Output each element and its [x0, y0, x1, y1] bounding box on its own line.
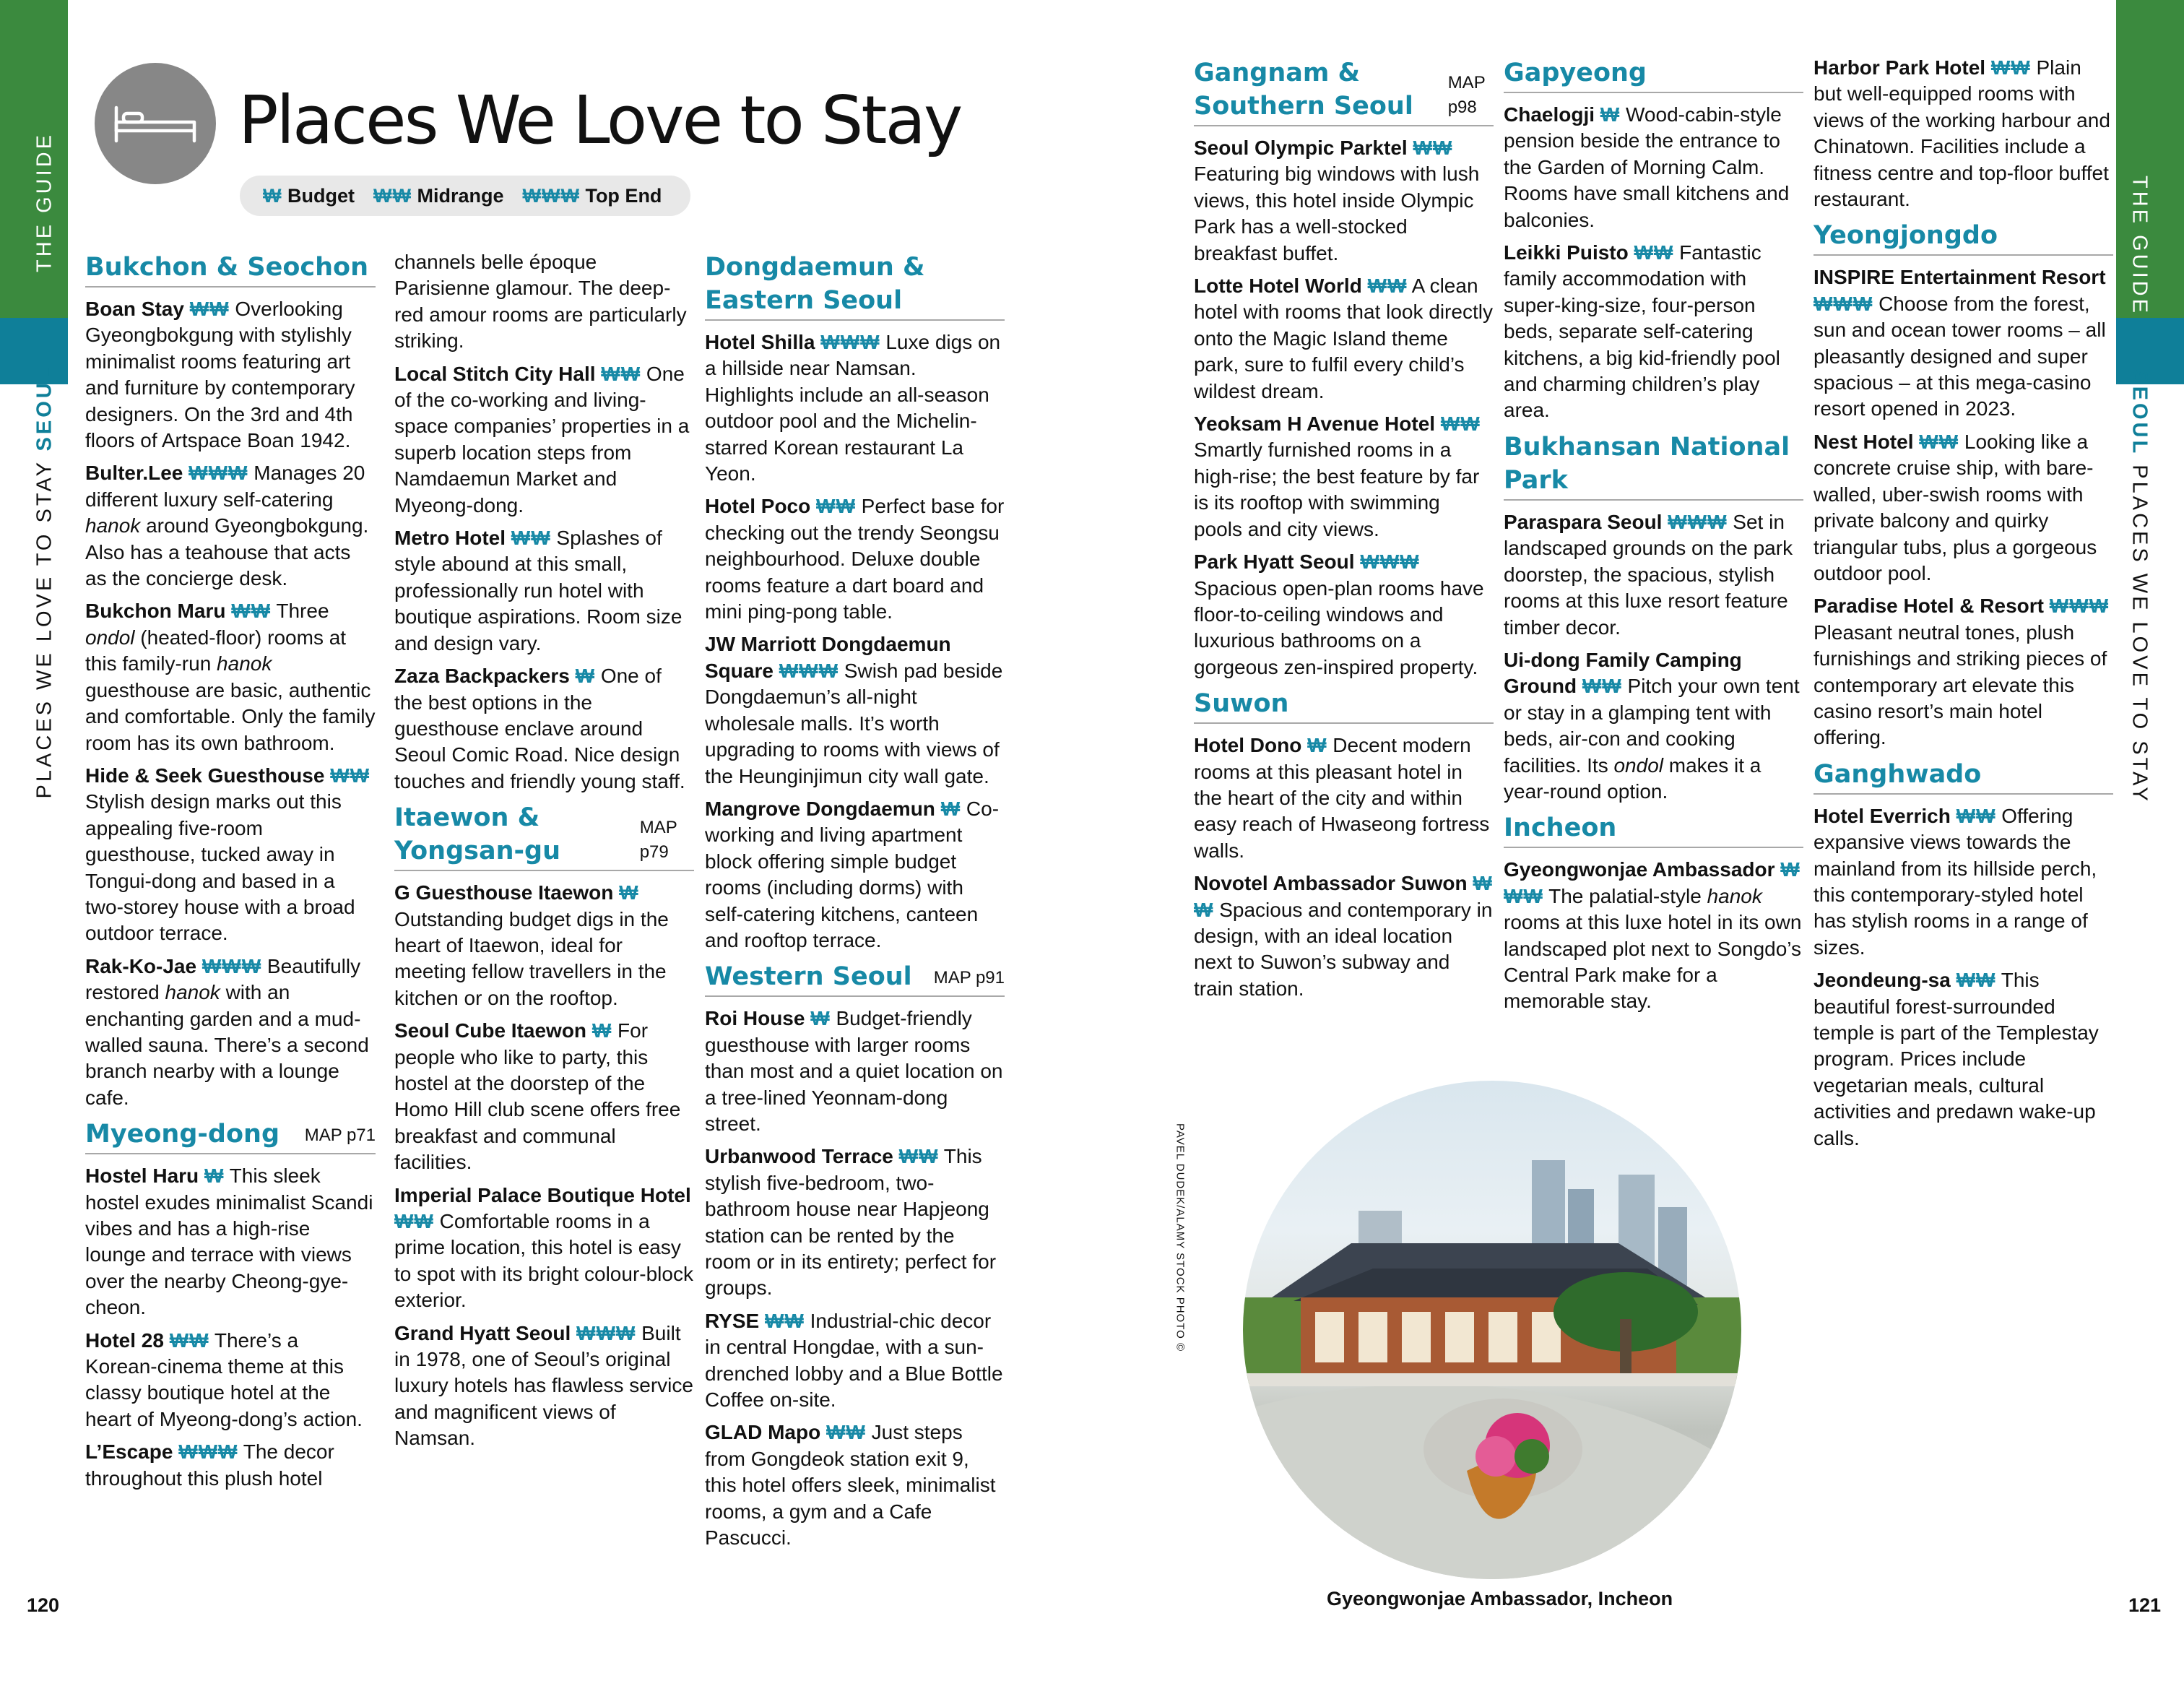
midrange-label: Midrange [417, 184, 504, 207]
listing-text: This sleek hostel exudes minimalist Scandi vibes and has a high-rise lounge and terrace with views over the nearby Cheong-gye-cheon. [85, 1164, 373, 1319]
listing-text: Budget-friendly guesthouse with larger rooms than most and a quiet location on a tree-lined Yeonnam-dong street. [705, 1007, 1003, 1135]
listing-text: Built in 1978, one of Seoul’s original luxury hotels has flawless service and magnificent views of Namsan. [394, 1321, 693, 1450]
listing-entry [1504, 102, 1803, 233]
italic-term: ondol [85, 626, 135, 649]
listing-entry [1194, 273, 1494, 405]
listing-name: Rak-Ko-Jae [85, 954, 197, 977]
listing-text: The decor throughout this plush hotel [85, 1440, 334, 1490]
hotel-photo [1243, 1081, 1741, 1579]
listing-entry [705, 631, 1005, 789]
listing-entry [1504, 857, 1803, 1014]
column-4 [1194, 55, 1494, 1008]
listing-entry [85, 1328, 376, 1433]
section-title: Itaewon & Yongsan-gu [394, 803, 561, 866]
bed-icon [95, 63, 216, 184]
listing-entry [1814, 967, 2113, 1151]
right-section-label: SEOUL PLACES WE LOVE TO STAY [2128, 369, 2152, 804]
listing-entry [705, 329, 1005, 487]
listing-entry [85, 1439, 376, 1492]
listing-name: Metro Hotel [394, 527, 506, 550]
listing-entry [1504, 647, 1803, 805]
listing-entry [705, 1144, 1005, 1301]
listing-text: Spacious open-plan rooms have floor-to-ceiling windows and luxurious bathrooms on a gorgeous zen-inspired property. [1194, 576, 1484, 678]
column-6 [1814, 55, 2113, 1158]
listing-name: Hotel 28 [85, 1328, 164, 1352]
price-symbol: ₩₩ [898, 1145, 939, 1168]
price-symbol: ₩₩ [231, 600, 272, 623]
listing-name: G Guesthouse Itaewon [394, 881, 614, 904]
section-title: Ganghwado [1814, 759, 1982, 789]
listing-text: Offering expansive views towards the mainland from its hillside perch, this contemporary-styled hotel has stylish rooms in a range of sizes. [1814, 804, 2097, 959]
listing-text: with an enchanting garden and a mud-walled sauna. There’s a second branch nearby with a lounge cafe. [85, 981, 369, 1109]
midrange-symbol: ₩₩ [373, 184, 412, 207]
listing-name: INSPIRE Entertainment Resort [1814, 266, 2106, 289]
column-1 [85, 249, 376, 1498]
listing-text: guesthouse are basic, authentic and comfortable. Only the family room has its own bathroom. [85, 678, 376, 754]
top-end-symbol: ₩₩₩ [522, 184, 580, 207]
listing-text: Set in landscaped grounds on the park doorstep, the spacious, stylish rooms at this luxe resort feature timber decor. [1504, 510, 1793, 639]
listing-name: Roi House [705, 1007, 805, 1030]
listing-text: Looking like a concrete cruise ship, with bare-walled, uber-swish rooms with private balcony and quirky triangular tubs, plus a gorgeous outdoor pool. [1814, 430, 2097, 584]
price-symbol: ₩₩₩ [576, 1321, 636, 1344]
listing-text: Pleasant neutral tones, plush furnishings and striking pieces of contemporary art elevate this casino resort’s main hotel offering. [1814, 621, 2107, 749]
section-heading [1194, 687, 1494, 724]
section-title: Myeong-dong [85, 1120, 280, 1149]
listing-name: Chaelogji [1504, 103, 1595, 126]
italic-term: hanok [1707, 884, 1762, 907]
price-symbol: ₩₩ [1582, 675, 1622, 698]
listing-name: RYSE [705, 1309, 760, 1332]
listing-name: GLAD Mapo [705, 1421, 821, 1444]
page-title: Places We Love to Stay [238, 82, 961, 159]
listing-entry [705, 1006, 1005, 1137]
photo-credit: PAVEL DUDEK/ALAMY STOCK PHOTO © [1174, 1123, 1187, 1352]
price-symbol: ₩₩₩ [1814, 292, 1873, 315]
left-guide-label: THE GUIDE [32, 132, 56, 272]
listing-name: Boan Stay [85, 298, 184, 320]
listing-entry [1814, 803, 2113, 961]
listing-text: There’s a Korean-cinema theme at this classy boutique hotel at the heart of Myeong-dong’s action. [85, 1328, 363, 1430]
listing-name: Paraspara Seoul [1504, 510, 1663, 533]
listing-name: Hotel Poco [705, 495, 811, 518]
listing-text: Just steps from Gongdeok station exit 9, this hotel offers sleek, minimalist rooms, a gym and a Cafe Pascucci. [705, 1421, 996, 1550]
listing-text: Manages 20 different luxury self-catering [85, 462, 365, 511]
listing-name: Seoul Olympic Parktel [1194, 137, 1408, 159]
section-heading [394, 801, 694, 871]
listing-name: Hide & Seek Guesthouse [85, 764, 325, 787]
price-symbol: ₩₩ [601, 362, 641, 385]
price-symbol: ₩₩₩ [1360, 550, 1420, 574]
listing-text: Smartly furnished rooms in a high-rise; the best feature by far is its rooftop with swimming pools and city views. [1194, 438, 1480, 540]
price-symbol: ₩ [940, 797, 961, 820]
listing-name: Paradise Hotel & Resort [1814, 595, 2044, 618]
listing-text: Spacious and contemporary in design, with an ideal location next to Suwon’s subway and train station. [1194, 898, 1493, 1000]
top-end-label: Top End [585, 184, 662, 207]
section-heading [1814, 758, 2113, 795]
section-title: Bukchon & Seochon [85, 253, 369, 282]
listing-text: This beautiful forest-surrounded temple is part of the Templestay program. Prices include vegetarian meals, cultural activities and predawn wake-up calls. [1814, 969, 2099, 1149]
section-title: Suwon [1194, 689, 1289, 719]
listing-text: Fantastic family accommodation with super-king-size, four-person beds, separate self-catering kitchens, a big kid-friendly pool and charming children’s play area. [1504, 241, 1780, 422]
left-section-label: PLACES WE LOVE TO STAY SEOUL [32, 364, 56, 799]
listing-name: Seoul Cube Itaewon [394, 1019, 587, 1042]
listing-name: Grand Hyatt Seoul [394, 1321, 571, 1344]
listing-text: Luxe digs on a hillside near Namsan. Highlights include an all-season outdoor pool and the Michelin-starred Korean restaurant La Yeon. [705, 331, 1001, 485]
italic-term: ondol [1613, 753, 1663, 777]
listing-text: Co-working and living apartment block offering simple budget rooms (including dorms) with self-catering kitchens, canteen and rooftop terrace. [705, 797, 1000, 951]
listing-name: Hotel Everrich [1814, 804, 1951, 827]
listing-entry [1504, 509, 1803, 641]
price-symbol: ₩₩ [1194, 872, 1493, 921]
listing-name: Hotel Shilla [705, 331, 815, 353]
listing-text: This stylish five-bedroom, two-bathroom house near Hapjeong station can be rented by the room or in its entirety; perfect for groups. [705, 1145, 997, 1300]
section-title: Yeongjongdo [1814, 221, 1998, 251]
listing-name: Hotel Dono [1194, 734, 1302, 757]
listing-text: Pitch your own tent or stay in a glamping tent with beds, air-con and cooking facilities. Its [1504, 675, 1800, 777]
listing-name: Mangrove Dongdaemun [705, 797, 935, 820]
listing-text: Featuring big windows with lush views, this hotel inside Olympic Park has a well-stocked breakfast buffet. [1194, 163, 1480, 264]
listing-text: The palatial-style [1543, 884, 1707, 907]
listing-text: For people who like to party, this hostel at the doorstep of the Homo Hill club scene offers free breakfast and communal facilities. [394, 1019, 681, 1174]
listing-text: One of the co-working and living-space companies’ properties in a superb location steps from Namdaemun Market and Myeong-dong. [394, 362, 690, 517]
listing-text: around Gyeongbokgung. Also has a teahouse that acts as the concierge desk. [85, 514, 369, 590]
price-symbol: ₩₩ [169, 1328, 209, 1352]
listing-text: Three [271, 600, 329, 623]
listing-entry [85, 460, 376, 592]
listing-entry [394, 1018, 694, 1175]
price-symbol: ₩₩₩ [178, 1440, 238, 1464]
listing-name: Lotte Hotel World [1194, 275, 1362, 298]
section-heading [1194, 56, 1494, 126]
listing-entry [394, 1321, 694, 1452]
italic-term: hanok [85, 514, 141, 537]
listing-entry [1194, 135, 1494, 267]
price-symbol: ₩₩ [1413, 137, 1453, 159]
listing-text: A clean hotel with rooms that look directly onto the Magic Island theme park, sure to fulfil every child’s wildest dream. [1194, 275, 1493, 402]
listing-text: Swish pad beside Dongdaemun’s all-night wholesale malls. It’s worth upgrading to rooms with views of the Heunginjimun city wall gate. [705, 659, 1003, 787]
page-number-left: 120 [27, 1594, 60, 1616]
section-heading [1504, 431, 1803, 501]
listing-entry [85, 296, 376, 454]
listing-text: rooms at this luxe hotel in its own landscaped plot next to Songdo’s Central Park make for a memorable stay. [1504, 911, 1802, 1013]
listing-name: Novotel Ambassador Suwon [1194, 872, 1468, 895]
listing-name: Urbanwood Terrace [705, 1145, 893, 1168]
listing-text: One of the best options in the guesthouse enclave around Seoul Comic Road. Nice design touches and friendly young staff. [394, 665, 685, 792]
listing-name: Imperial Palace Boutique Hotel [394, 1183, 691, 1206]
listing-text: Comfortable rooms in a prime location, this hotel is easy to spot with its bright colour-block exterior. [394, 1210, 693, 1312]
budget-symbol: ₩ [263, 184, 282, 207]
listing-name: Bulter.Lee [85, 462, 183, 485]
price-symbol: ₩₩ [816, 495, 856, 518]
price-symbol: ₩₩ [394, 1210, 434, 1232]
price-symbol: ₩₩₩ [1668, 510, 1728, 533]
price-symbol: ₩₩₩ [1504, 858, 1800, 907]
price-symbol: ₩ [575, 665, 596, 688]
listing-text: Plain but well-equipped rooms with views of the working harbour and Chinatown. Facilities include a fitness centre and top-floor buffet restaurant. [1814, 56, 2110, 211]
listing-entry [85, 1163, 376, 1321]
listing-text: Outstanding budget digs in the heart of Itaewon, ideal for meeting fellow travellers in the kitchen or on the rooftop. [394, 907, 669, 1009]
price-symbol: ₩₩ [1990, 56, 2031, 79]
section-heading [1504, 56, 1803, 93]
section-heading [1814, 219, 2113, 256]
listing-text: (heated-floor) rooms at this family-run [85, 626, 347, 675]
listing-name: Park Hyatt Seoul [1194, 550, 1355, 574]
listing-entry [394, 663, 694, 795]
listing-entry [1504, 240, 1803, 424]
price-symbol: ₩₩ [1956, 969, 1996, 992]
price-symbol: ₩₩ [1440, 412, 1481, 436]
price-symbol: ₩₩₩ [202, 954, 262, 977]
listing-name: JW Marriott Dongdaemun Square [705, 633, 951, 682]
price-symbol: ₩₩₩ [188, 462, 248, 485]
listing-entry [1814, 55, 2113, 212]
listing-entry [394, 880, 694, 1011]
section-title: Dongdaemun & Eastern Seoul [705, 253, 925, 315]
price-symbol: ₩ [810, 1007, 831, 1030]
price-symbol: ₩₩ [189, 298, 230, 320]
map-reference: MAP p79 [639, 818, 677, 863]
listing-entry [705, 493, 1005, 625]
listing-name: Gyeongwonjae Ambassador [1504, 858, 1775, 881]
listing-text: Beautifully restored [85, 954, 361, 1004]
listing-text: channels belle époque Parisienne glamour. The deep-red amour rooms are particularly striking. [394, 251, 687, 353]
section-title: Gapyeong [1504, 59, 1647, 87]
price-symbol: ₩₩ [1367, 275, 1408, 298]
map-reference: MAP p98 [1447, 73, 1486, 117]
price-symbol: ₩₩₩ [820, 331, 880, 353]
map-reference: MAP p71 [304, 1125, 376, 1146]
listing-text: Wood-cabin-style pension beside the entrance to the Garden of Morning Calm. Rooms have small kitchens and balconies. [1504, 103, 1790, 231]
section-heading [1504, 811, 1803, 848]
price-symbol: ₩₩₩ [2049, 595, 2110, 618]
listing-entry [85, 763, 376, 947]
price-symbol: ₩ [204, 1164, 225, 1188]
budget-label: Budget [287, 184, 355, 207]
listing-entry [1194, 870, 1494, 1002]
listing-entry [1194, 411, 1494, 543]
listing-name: Bukchon Maru [85, 600, 226, 623]
listing-name: Ui-dong Family Camping Ground [1504, 648, 1742, 698]
price-symbol: ₩ [1307, 734, 1327, 757]
section-title: Western Seoul [705, 962, 912, 992]
listing-name: L’Escape [85, 1440, 173, 1464]
price-symbol: ₩₩ [1956, 804, 1996, 827]
section-title: Gangnam & Southern Seoul [1194, 59, 1413, 121]
listing-name: Zaza Backpackers [394, 665, 570, 688]
listing-name: Hostel Haru [85, 1164, 199, 1188]
map-reference: MAP p91 [933, 968, 1005, 988]
listing-text: Decent modern rooms at this pleasant hotel in the heart of the city and within easy reach of Hwaseong fortress walls. [1194, 734, 1490, 862]
listing-entry [1814, 429, 2113, 587]
section-heading [85, 1118, 376, 1154]
listing-entry [1814, 593, 2113, 751]
listing-continuation [394, 249, 694, 355]
section-title: Incheon [1504, 813, 1617, 843]
listing-text: Industrial-chic decor in central Hongdae, with a sun-drenched lobby and a Blue Bottle Coffee on-site. [705, 1309, 1003, 1412]
listing-entry [394, 1183, 694, 1314]
listing-text: Stylish design marks out this appealing five-room guesthouse, tucked away in Tongui-dong and based in a two-storey house with a broad outdoor terrace. [85, 790, 355, 945]
price-symbol: ₩₩ [1634, 241, 1674, 264]
listing-name: Harbor Park Hotel [1814, 56, 1986, 79]
listing-text: Overlooking Gyeongbokgung with stylishly minimalist rooms featuring art and furniture by contemporary designers. On the 3rd and 4th floors of Artspace Boan 1942. [85, 298, 355, 452]
listing-entry [705, 1419, 1005, 1551]
listing-entry [705, 796, 1005, 954]
listing-entry [705, 1308, 1005, 1414]
section-heading [705, 251, 1005, 321]
price-symbol: ₩ [592, 1019, 612, 1042]
listing-entry [85, 598, 376, 756]
price-symbol: ₩₩ [765, 1309, 805, 1332]
section-title: Bukhansan National Park [1504, 432, 1790, 495]
listing-entry [85, 954, 376, 1111]
photo-caption: Gyeongwonjae Ambassador, Incheon [1327, 1588, 1673, 1609]
listing-text: Splashes of style abound at this small, professionally run hotel with boutique aspirations. Room size and design vary. [394, 527, 682, 654]
italic-term: hanok [217, 652, 272, 675]
right-guide-label: THE GUIDE [2128, 176, 2152, 316]
italic-term: hanok [165, 981, 220, 1004]
price-symbol: ₩₩ [826, 1421, 866, 1444]
listing-entry [394, 361, 694, 519]
listing-entry [394, 525, 694, 657]
page-number-right: 121 [2128, 1594, 2162, 1616]
listing-text: Choose from the forest, sun and ocean tower rooms – all pleasantly designed and super spacious – at this mega-casino resort opened in 2023. [1814, 292, 2106, 420]
price-symbol: ₩ [619, 881, 639, 904]
price-legend [240, 176, 690, 216]
column-2 [394, 249, 694, 1459]
price-symbol: ₩ [1600, 103, 1621, 126]
price-symbol: ₩₩ [1919, 430, 1959, 453]
price-symbol: ₩₩₩ [779, 659, 839, 682]
listing-entry [1194, 549, 1494, 680]
listing-name: Yeoksam H Avenue Hotel [1194, 412, 1436, 436]
listing-name: Leikki Puisto [1504, 241, 1629, 264]
column-5 [1504, 55, 1803, 1021]
listing-entry [1194, 733, 1494, 864]
listing-entry [1814, 264, 2113, 422]
price-symbol: ₩₩ [511, 527, 551, 550]
column-3 [705, 249, 1005, 1557]
section-heading [705, 960, 1005, 997]
price-symbol: ₩₩ [330, 764, 370, 787]
section-heading [85, 251, 376, 288]
listing-name: Nest Hotel [1814, 430, 1914, 453]
listing-name: Jeondeung-sa [1814, 969, 1951, 992]
listing-name: Local Stitch City Hall [394, 362, 596, 385]
listing-text: makes it a year-round option. [1504, 753, 1762, 803]
listing-text: Perfect base for checking out the trendy Seongsu neighbourhood. Deluxe double rooms feature a dart board and mini ping-pong table. [705, 495, 1005, 623]
